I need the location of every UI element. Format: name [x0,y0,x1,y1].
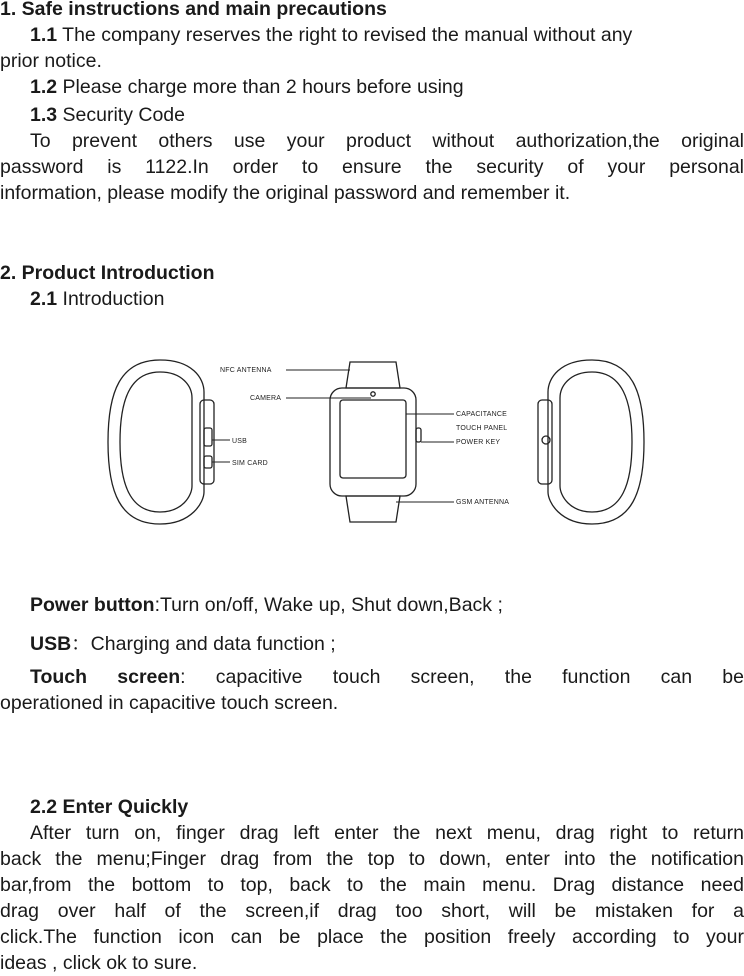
item-1-3 [30,102,744,128]
security-para-line-2: password is 1122.In order to ensure the security of your personal [0,156,744,178]
item-1-1-continued: prior notice. [0,50,102,72]
watch-left-side-view [108,360,214,524]
item-2-1-number: 2.1 [30,288,58,310]
enter-quickly-line-5: click.The function icon can be place the position freely according to your [0,926,744,948]
item-1-3-text: Security Code [57,104,186,126]
watch-front-view [330,362,421,522]
item-1-1 [30,22,744,48]
feature-touch-screen-continued: operationed in capacitive touch screen. [0,692,339,714]
item-1-3-number: 1.3 [30,104,58,126]
watch-diagram-svg [100,352,660,532]
item-2-1 [30,286,744,312]
watch-diagram [100,352,660,532]
enter-quickly-line-6: ideas , click ok to sure. [0,952,198,974]
security-para-line-3: information, please modify the original password and remember it. [0,182,571,204]
label-nfc-antenna: NFC ANTENNA [220,367,272,374]
feature-touch-label: Touch screen [30,666,181,688]
feature-touch-text: : capacitive touch screen, the function can be [180,666,744,688]
enter-quickly-line-3: bar,from the bottom to top, back to the main menu. Drag distance need [0,874,744,896]
enter-quickly-line-1: After turn on, finger drag left enter the next menu, drag right to return [30,822,744,844]
label-sim-card: SIM CARD [232,460,268,467]
item-1-1-text: The company reserves the right to revised the manual without any [57,24,633,46]
feature-power-button [30,592,744,618]
label-gsm-antenna: GSM ANTENNA [456,499,510,506]
label-touch-panel: TOUCH PANEL [456,425,508,432]
item-1-1-number: 1.1 [30,24,58,46]
label-power-key: POWER KEY [456,439,501,446]
security-para-line-1: To prevent others use your product without authorization,the original [30,130,744,152]
enter-quickly-line-2: back the menu;Finger drag from the top to down, enter into the notification [0,848,744,870]
feature-usb [30,631,744,657]
label-usb: USB [232,438,247,445]
item-2-1-text: Introduction [57,288,165,310]
section-1-heading: 1. Safe instructions and main precautions [0,0,387,20]
item-1-2-number: 1.2 [30,76,58,98]
feature-touch-screen [30,664,744,690]
feature-power-text: :Turn on/off, Wake up, Shut down,Back ; [154,594,503,616]
feature-power-label: Power button [30,594,155,616]
feature-usb-text: ：Charging and data function ; [71,633,336,655]
section-2-2-heading: 2.2 Enter Quickly [30,796,189,818]
item-1-2 [30,74,744,100]
feature-usb-label: USB [30,633,72,655]
watch-right-side-view [538,360,644,524]
item-1-2-text: Please charge more than 2 hours before using [57,76,464,98]
label-camera: CAMERA [250,395,282,402]
enter-quickly-line-4: drag over half of the screen,if drag too short, will be mistaken for a [0,900,744,922]
section-2-heading: 2. Product Introduction [0,262,215,284]
label-capacitance: CAPACITANCE [456,411,507,418]
